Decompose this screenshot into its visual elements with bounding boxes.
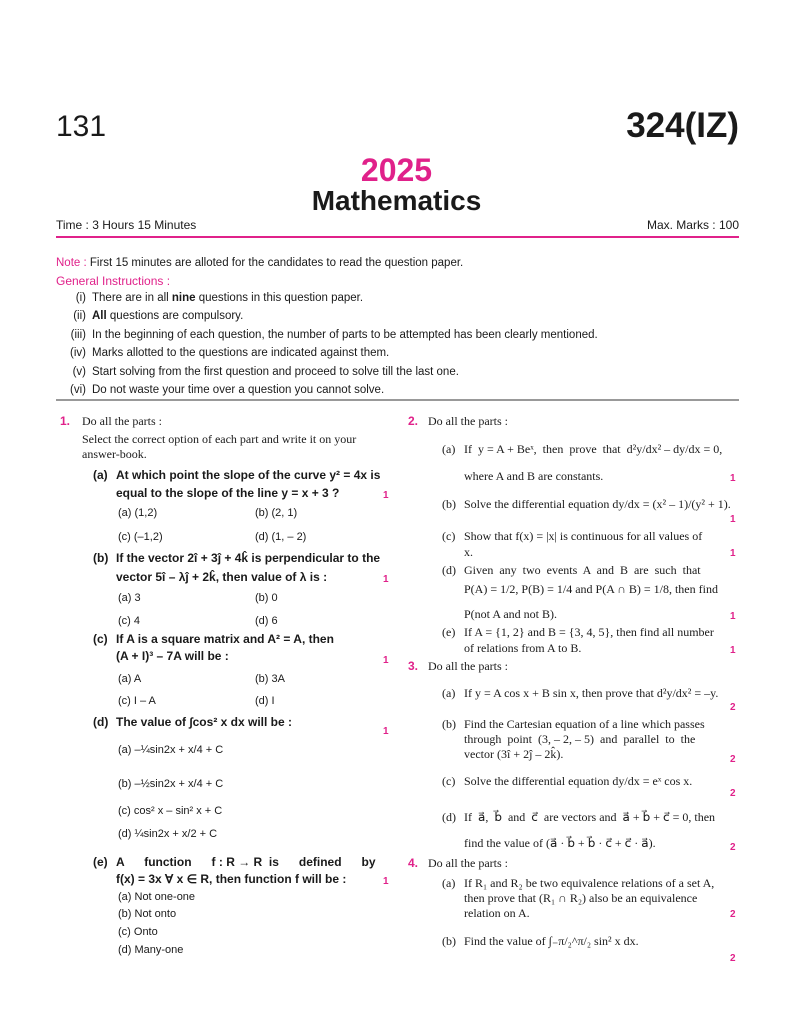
- part-text: At which point the slope of the curve y² = 4x is: [116, 468, 381, 482]
- part-text: f(x) = 3x ∀ x ∈ R, then function f will be :: [116, 872, 347, 886]
- part-text: of relations from A to B.: [464, 641, 582, 655]
- question-title: Do all the parts :: [428, 659, 508, 673]
- question-title: Do all the parts :: [428, 414, 508, 428]
- option: (b) –½sin2x + x/4 + C: [118, 778, 224, 790]
- part-label: (a): [442, 442, 456, 456]
- part-text: Solve the differential equation dy/dx = (x² – 1)/(y² + 1).: [464, 497, 731, 511]
- part-text: (A + I)³ – 7A will be :: [116, 649, 229, 663]
- instruction-item: (iii) In the beginning of each question, the number of parts to be attempted has been clearly mentioned.: [70, 329, 598, 341]
- marks: 1: [730, 611, 736, 622]
- part-label: (b): [442, 717, 456, 731]
- part-text: If a⃗, b⃗ and c⃗ are vectors and a⃗ + b⃗ + c⃗ = 0, then: [464, 810, 716, 824]
- part-text: The value of ∫cos² x dx will be :: [116, 715, 292, 729]
- page-number: 131: [56, 110, 107, 143]
- part-label: (a): [442, 876, 456, 890]
- part-text: P(A) = 1/2, P(B) = 1/4 and P(A ∩ B) = 1/8, then find: [464, 582, 718, 596]
- option: (d) Many-one: [118, 944, 184, 956]
- part-label: (d): [442, 563, 456, 577]
- part-label: (c): [442, 529, 456, 543]
- marks: 1: [730, 645, 736, 656]
- part-text: If y = A + Beˣ, then prove that d²y/dx² – dy/dx = 0,: [464, 442, 723, 456]
- part-text: relation on A.: [464, 906, 530, 920]
- part-text: If A = {1, 2} and B = {3, 4, 5}, then find all number: [464, 625, 714, 639]
- part-label: (d): [442, 810, 456, 824]
- note-text: First 15 minutes are alloted for the candidates to read the question paper.: [89, 257, 464, 269]
- option: (a) A: [118, 673, 142, 685]
- part-text: P(not A and not B).: [464, 607, 558, 621]
- part-label: (b): [93, 551, 109, 565]
- part-label: (d): [93, 715, 109, 729]
- marks: 1: [730, 473, 736, 484]
- part-text: Find the value of ∫₋π/₂^π/₂ sin² x dx.: [464, 934, 639, 948]
- option: (c) I – A: [118, 695, 156, 707]
- part-label: (a): [442, 686, 456, 700]
- note-label: Note :: [56, 257, 87, 269]
- part-label: (e): [442, 625, 456, 639]
- marks: 1: [383, 876, 389, 887]
- option: (a) –¼sin2x + x/4 + C: [118, 744, 224, 756]
- instruction-item: (vi) Do not waste your time over a question you cannot solve.: [70, 384, 385, 396]
- part-text: find the value of (a⃗ · b⃗ + b⃗ · c⃗ + c⃗ · a⃗).: [464, 836, 656, 850]
- marks: 1: [383, 490, 389, 501]
- option: (d) 6: [255, 615, 278, 627]
- question-number: 2.: [408, 414, 419, 428]
- instruction-item: (i) There are in all nine questions in this question paper.: [75, 292, 364, 304]
- marks: 1: [383, 574, 389, 585]
- part-label: (b): [442, 497, 456, 511]
- part-text: Show that f(x) = |x| is continuous for all values of: [464, 529, 703, 543]
- part-text: If y = A cos x + B sin x, then prove that d²y/dx² = –y.: [464, 686, 719, 700]
- option: (d) (1, – 2): [255, 531, 307, 543]
- paper-code: 324(IZ): [626, 106, 739, 145]
- subject-title: Mathematics: [311, 185, 482, 216]
- option: (d) ¼sin2x + x/2 + C: [118, 828, 218, 840]
- question-number: 3.: [408, 659, 419, 673]
- part-text: If A is a square matrix and A² = A, then: [116, 632, 334, 646]
- option: (d) I: [255, 695, 275, 707]
- instruction-item: (iv) Marks allotted to the questions are indicated against them.: [70, 347, 390, 359]
- option: (c) cos² x – sin² x + C: [118, 805, 223, 817]
- marks: 2: [730, 909, 736, 920]
- part-label: (c): [442, 774, 456, 788]
- instruction-item: (v) Start solving from the first question and proceed to solve till the last one.: [72, 366, 459, 378]
- part-text: If the vector 2î + 3ĵ + 4k̂ is perpendicular to the: [116, 551, 381, 565]
- option: (a) Not one-one: [118, 891, 196, 903]
- part-label: (e): [93, 855, 108, 869]
- part-text: If R₁ and R₂ be two equivalence relations of a set A,: [464, 876, 715, 890]
- part-text: Given any two events A and B are such that: [464, 563, 701, 577]
- option: (a) 3: [118, 592, 141, 604]
- part-text: then prove that (R₁ ∩ R₂) also be an equivalence: [464, 891, 698, 905]
- part-text: equal to the slope of the line y = x + 3 ?: [116, 486, 340, 500]
- part-text: x.: [464, 545, 473, 559]
- part-text: where A and B are constants.: [464, 469, 604, 483]
- option: (c) (–1,2): [118, 531, 163, 543]
- part-text: vector (3î + 2ĵ – 2k̂).: [464, 747, 564, 761]
- question-title: Do all the parts :: [82, 414, 162, 428]
- part-text: Find the Cartesian equation of a line which passes: [464, 717, 705, 731]
- part-label: (a): [93, 468, 108, 482]
- exam-year: 2025: [360, 152, 433, 188]
- marks: 2: [730, 953, 736, 964]
- part-text: through point (3, – 2, – 5) and parallel to the: [464, 732, 696, 746]
- question-intro: Select the correct option of each part and write it on your answer-book.: [82, 432, 357, 461]
- option: (b) 0: [255, 592, 278, 604]
- option: (c) 4: [118, 615, 140, 627]
- marks: 2: [730, 842, 736, 853]
- time-label: Time : 3 Hours 15 Minutes: [56, 218, 197, 232]
- part-label: (c): [93, 632, 108, 646]
- part-text: Solve the differential equation dy/dx = eˣ cos x.: [464, 774, 693, 788]
- option: (b) (2, 1): [255, 507, 298, 519]
- max-marks-label: Max. Marks : 100: [646, 218, 739, 232]
- instructions-divider: [56, 399, 739, 401]
- marks: 2: [730, 754, 736, 765]
- instructions-title: General Instructions :: [56, 274, 171, 288]
- marks: 1: [383, 655, 389, 666]
- note: [56, 257, 463, 269]
- question-number: 4.: [408, 856, 419, 870]
- part-text: A function f : R → R is defined by: [116, 855, 376, 869]
- option: (b) Not onto: [118, 908, 177, 920]
- part-text: vector 5î – λĵ + 2k̂, then value of λ is :: [116, 570, 328, 584]
- header-divider: [56, 236, 739, 238]
- marks: 1: [383, 726, 389, 737]
- question-number: 1.: [60, 414, 71, 428]
- marks: 1: [730, 514, 736, 525]
- question-title: Do all the parts :: [428, 856, 508, 870]
- part-label: (b): [442, 934, 456, 948]
- marks: 2: [730, 702, 736, 713]
- option: (c) Onto: [118, 926, 158, 938]
- instruction-item: (ii) All questions are compulsory.: [73, 310, 244, 322]
- option: (a) (1,2): [118, 507, 158, 519]
- option: (b) 3A: [255, 673, 285, 685]
- marks: 2: [730, 788, 736, 799]
- marks: 1: [730, 548, 736, 559]
